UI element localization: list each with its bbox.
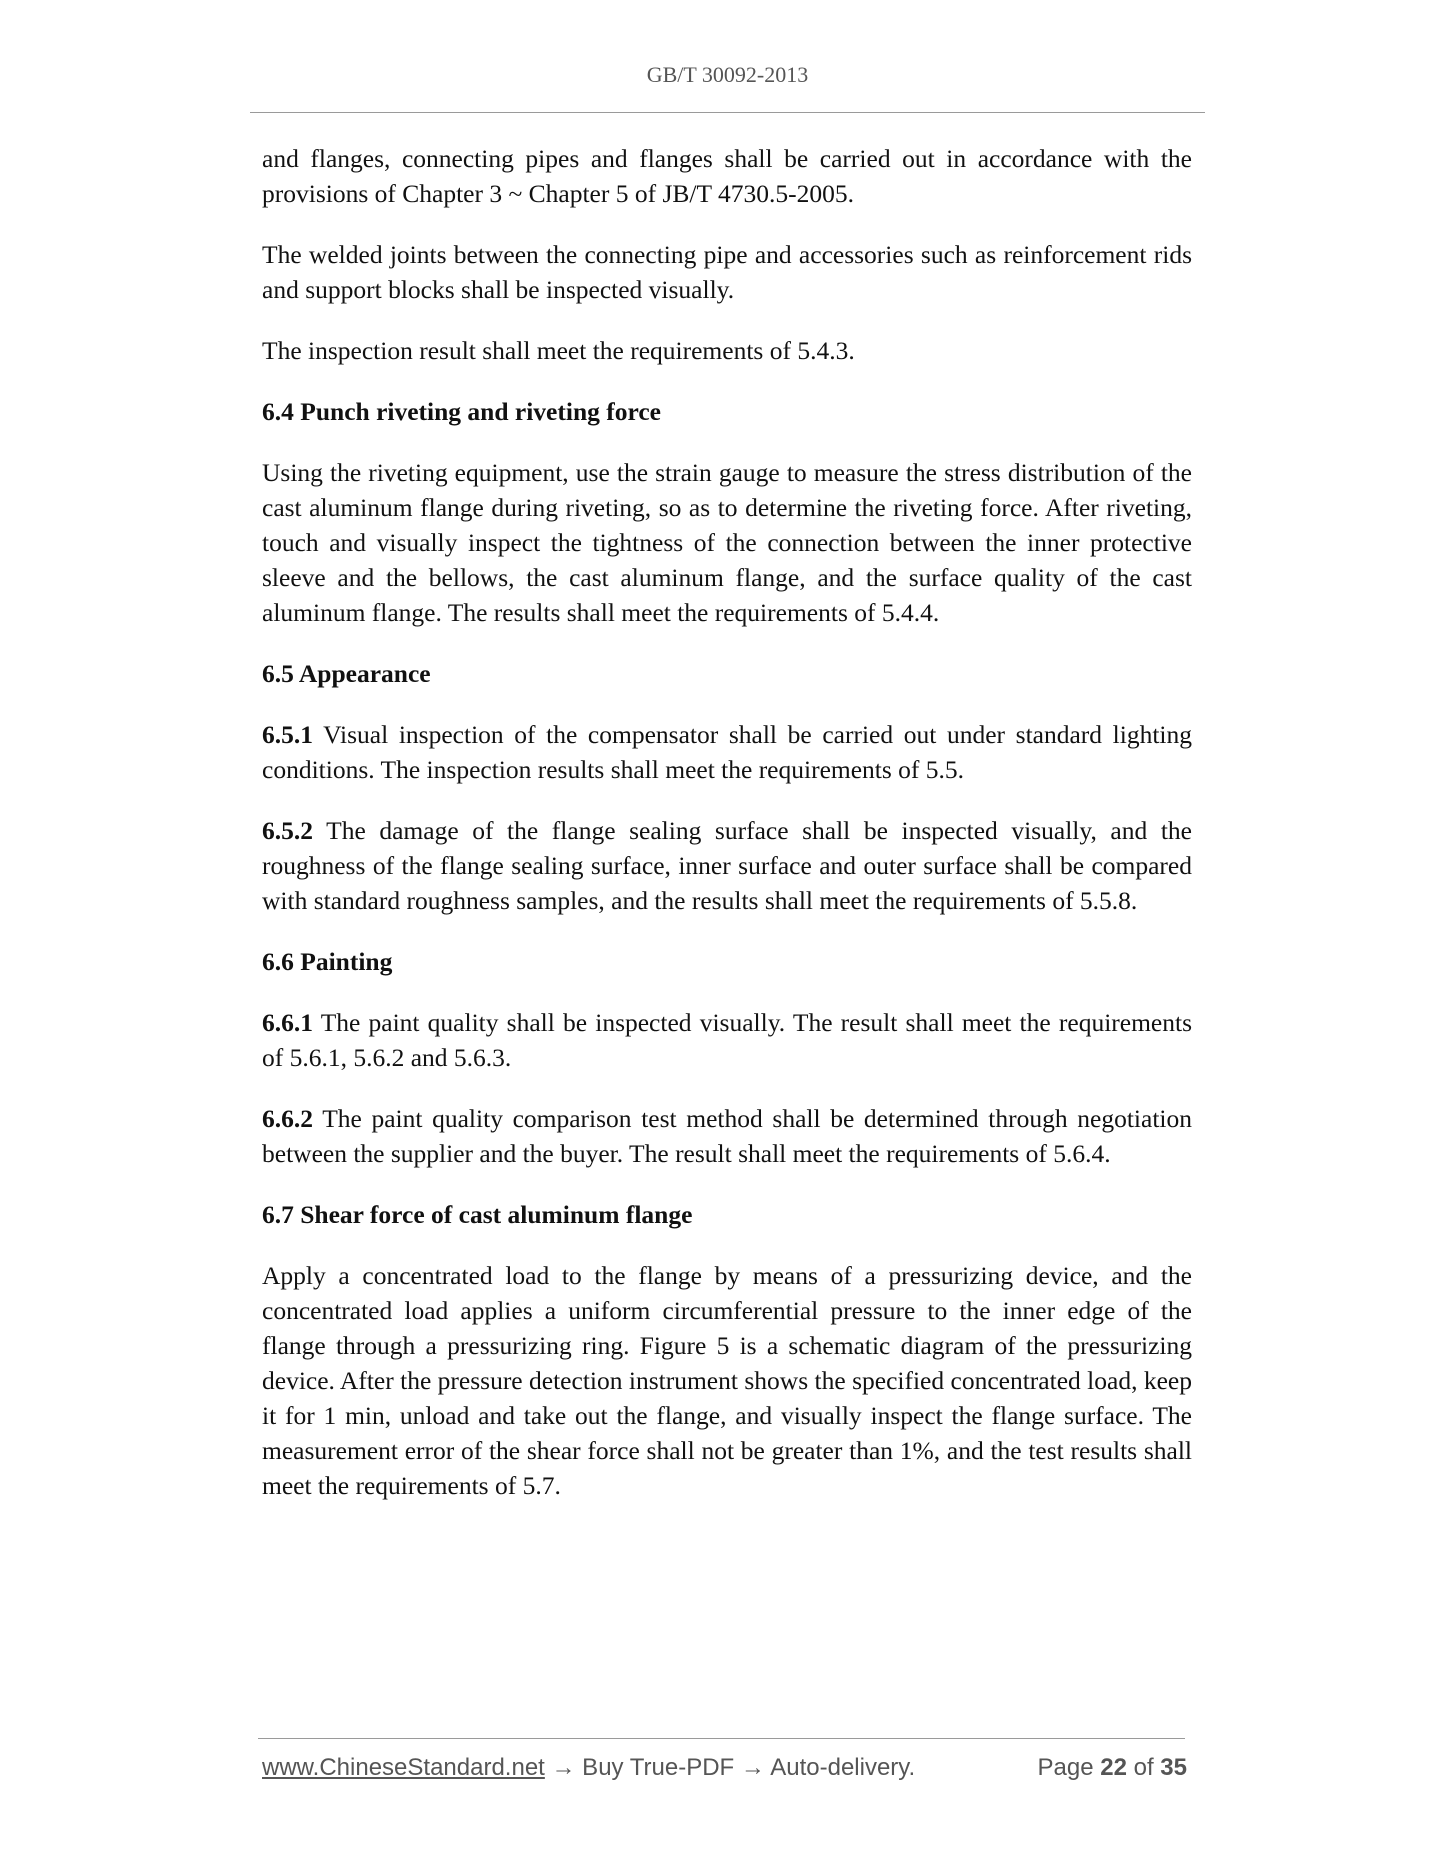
clause-number: 6.6.2 bbox=[262, 1104, 313, 1133]
clause-text: Visual inspection of the compensator shall be carried out under standard lighting conditions. The inspection results shall meet the requirements of 5.5. bbox=[262, 720, 1192, 784]
clause-number: 6.6.1 bbox=[262, 1008, 313, 1037]
paragraph-6-7: Apply a concentrated load to the flange by means of a pressurizing device, and the concentrated load applies a uniform circumferential pressure to the inner edge of the flange through a pressurizing ring. Figure 5 is a schematic diagram of the pressurizing device. After the pressure detection instrument shows the specified concentrated load, keep it for 1 min, unload and take out the flange, and visually inspect the flange surface. The measurement error of the shear force shall not be greater than 1%, and the test results shall meet the requirements of 5.7. bbox=[262, 1261, 1192, 1500]
paragraph-6-4: Using the riveting equipment, use the strain gauge to measure the stress distribution of the cast aluminum flange during riveting, so as to determine the riveting force. After riveting, touch and visually inspect the tightness of the connection between the inner protective sleeve and the bellows, the cast aluminum flange, and the surface quality of the cast aluminum flange. The results shall meet the requirements of 5.4.4. bbox=[262, 458, 1192, 627]
clause-number: 6.5.1 bbox=[262, 720, 313, 749]
clause-text: The paint quality shall be inspected visually. The result shall meet the requirements of 5.6.1, 5.6.2 and 5.6.3. bbox=[262, 1008, 1192, 1072]
page-footer bbox=[262, 1754, 1187, 1786]
paragraph-inspection-result: The inspection result shall meet the requirements of 5.4.3. bbox=[262, 336, 855, 365]
document-body bbox=[262, 141, 1192, 1529]
paragraph-welded-joints: The welded joints between the connecting pipe and accessories such as reinforcement rids and support blocks shall be inspected visually. bbox=[262, 240, 1192, 304]
clause-text: The paint quality comparison test method shall be determined through negotiation between the supplier and the buyer. The result shall meet the requirements of 5.6.4. bbox=[262, 1104, 1192, 1168]
clause-6-6-1 bbox=[262, 1005, 1192, 1075]
current-page: 22 bbox=[1100, 1754, 1127, 1781]
paragraph-continued: and flanges, connecting pipes and flanges shall be carried out in accordance with the provisions of Chapter 3 ~ Chapter 5 of JB/T 4730.5-2005. bbox=[262, 144, 1192, 208]
clause-text: The damage of the flange sealing surface shall be inspected visually, and the roughness of the flange sealing surface, inner surface and outer surface shall be compared with standard roughness samples, and the results shall meet the requirements of 5.5.8. bbox=[262, 816, 1192, 915]
section-heading-6-6: 6.6 Painting bbox=[262, 947, 393, 976]
of-label: of bbox=[1126, 1754, 1161, 1781]
header-divider bbox=[250, 112, 1205, 113]
clause-6-6-2 bbox=[262, 1101, 1192, 1171]
clause-6-5-2 bbox=[262, 813, 1192, 918]
section-heading-6-4: 6.4 Punch riveting and riveting force bbox=[262, 397, 661, 426]
page-indicator bbox=[1038, 1754, 1187, 1782]
clause-number: 6.5.2 bbox=[262, 816, 313, 845]
doc-header: GB/T 30092-2013 bbox=[646, 62, 809, 87]
section-heading-6-5: 6.5 Appearance bbox=[262, 659, 431, 688]
footer-promo-text: → Buy True-PDF → Auto-delivery. bbox=[544, 1754, 916, 1781]
footer-divider bbox=[258, 1738, 1185, 1739]
clause-6-5-1 bbox=[262, 717, 1192, 787]
section-heading-6-7: 6.7 Shear force of cast aluminum flange bbox=[262, 1200, 693, 1229]
total-pages: 35 bbox=[1160, 1754, 1187, 1781]
page-label: Page bbox=[1037, 1754, 1101, 1781]
footer-promo bbox=[262, 1754, 915, 1782]
site-link[interactable]: www.ChineseStandard.net bbox=[262, 1754, 545, 1781]
